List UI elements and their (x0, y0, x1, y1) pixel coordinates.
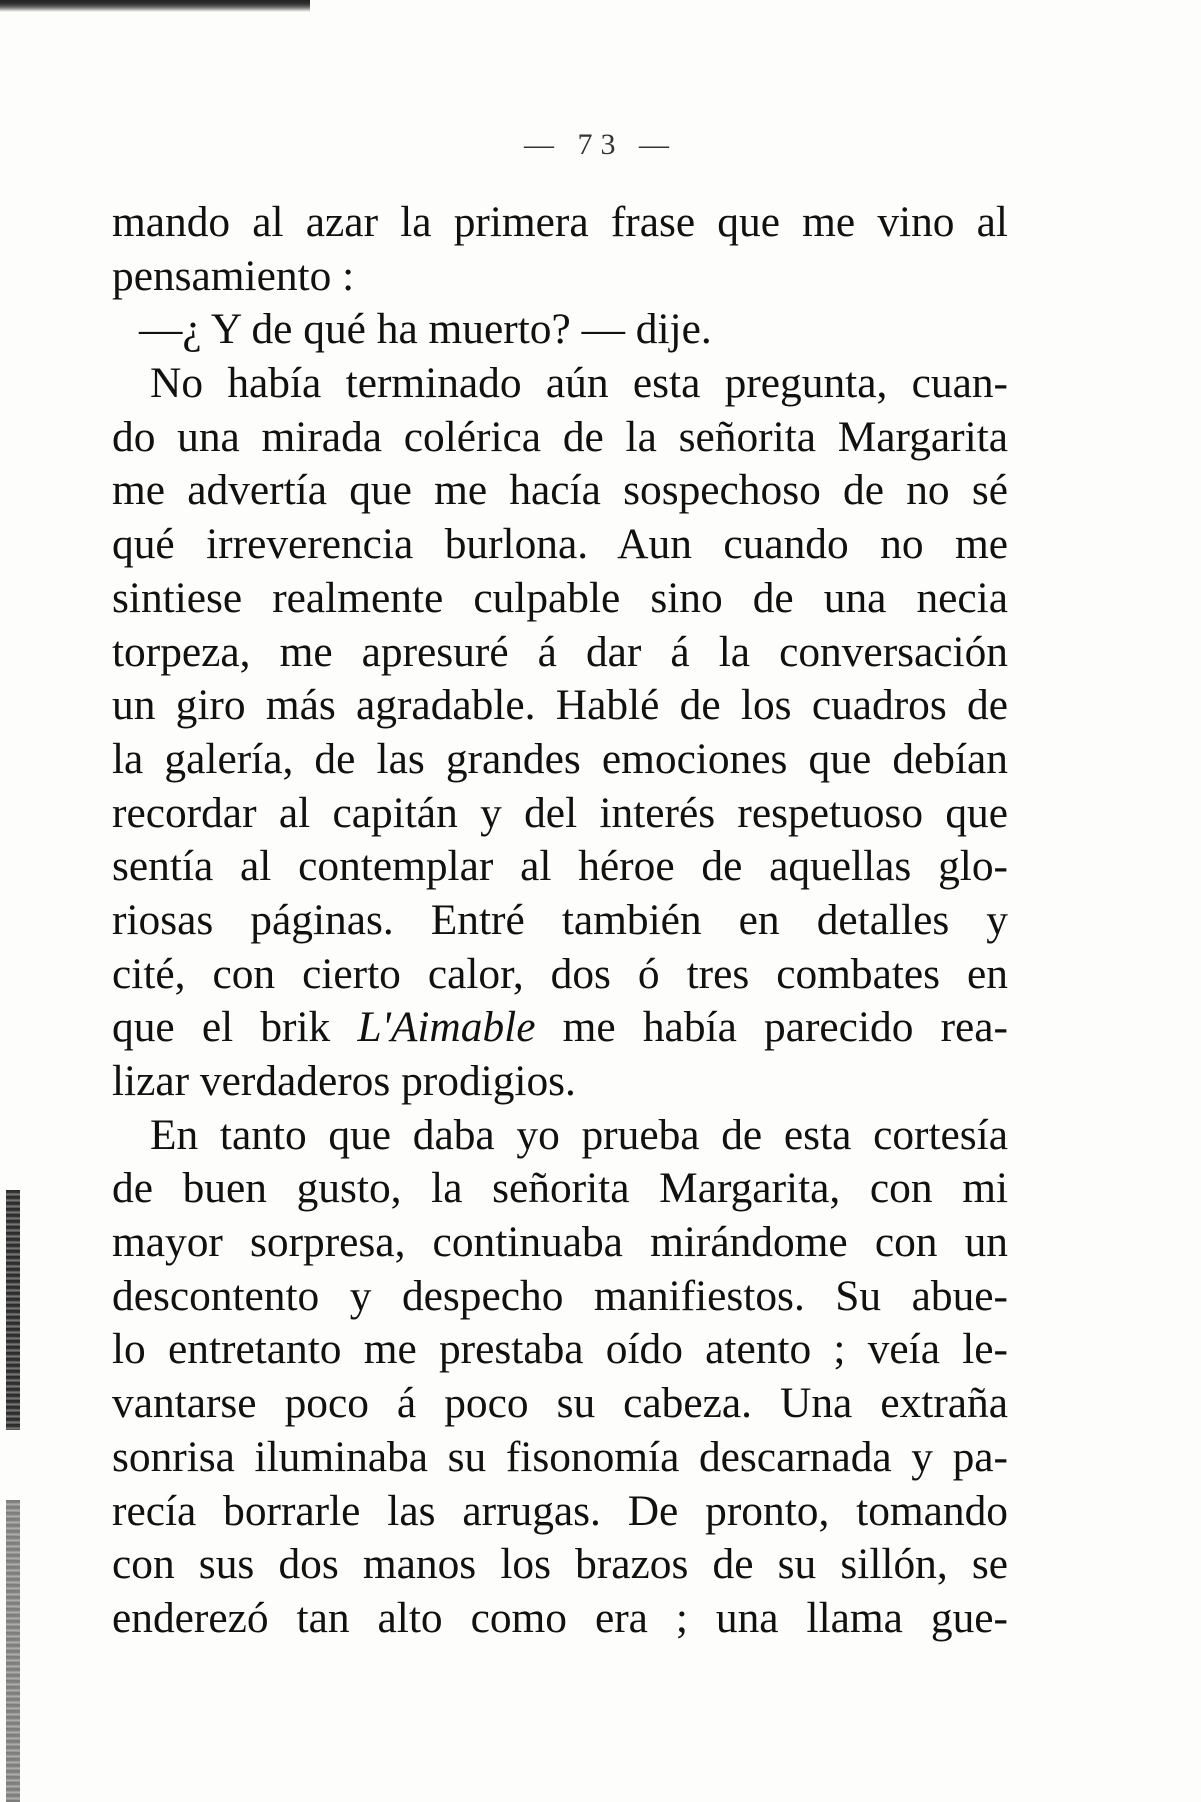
text-line: vantarse poco á poco su cabeza. Una extraña (112, 1379, 1008, 1428)
text-line: do una mirada colérica de la señorita Margarita (112, 412, 1008, 461)
ship-name: L'Aimable (357, 1003, 536, 1052)
text-line: recordar al capitán y del interés respetuoso que (112, 788, 1008, 837)
scan-left-edge-lower (6, 1500, 20, 1802)
page-number: — 73 — (524, 128, 677, 161)
text-line: enderezó tan alto como era ; una llama gue- (112, 1593, 1008, 1642)
text-line: mando al azar la primera frase que me vino al (112, 198, 1008, 246)
paragraph-start-line: No había terminado aún esta pregunta, cuan- (150, 359, 1008, 408)
text-line: un giro más agradable. Hablé de los cuadros de (112, 681, 1008, 730)
text-line: con sus dos manos los brazos de su sillón, se (112, 1540, 1008, 1589)
text-line: qué irreverencia burlona. Aun cuando no me (112, 520, 1008, 569)
paragraph-start-line: En tanto que daba yo prueba de esta cortesía (150, 1110, 1008, 1159)
text-line: sonrisa iluminaba su fisonomía descarnada y pa- (112, 1432, 1008, 1481)
text-line: torpeza, me apresuré á dar á la conversación (112, 627, 1008, 676)
text-line: me advertía que me hacía sospechoso de no sé (112, 466, 1008, 515)
scan-top-edge (0, 0, 310, 12)
text-line: descontento y despecho manifiestos. Su abue- (112, 1271, 1008, 1320)
text-fragment: me había parecido rea- (535, 1003, 1008, 1052)
dialogue-line: —¿ Y de qué ha muerto? — dije. (139, 305, 712, 354)
text-line: sintiese realmente culpable sino de una necia (112, 573, 1008, 622)
text-line-with-ship-name (112, 1001, 1008, 1055)
text-line: riosas páginas. Entré también en detalles y (112, 895, 1008, 944)
text-line: mayor sorpresa, continuaba mirándome con un (112, 1218, 1008, 1267)
text-line: lizar verdaderos prodigios. (112, 1057, 576, 1105)
text-line: de buen gusto, la señorita Margarita, con mi (112, 1164, 1008, 1213)
body-text (112, 196, 1008, 1646)
scan-left-edge-upper (6, 1190, 20, 1430)
text-line: cité, con cierto calor, dos ó tres combates en (112, 949, 1008, 998)
text-line: pensamiento : (112, 251, 355, 300)
text-line: recía borrarle las arrugas. De pronto, tomando (112, 1486, 1008, 1535)
text-fragment: que el brik (112, 1003, 358, 1052)
text-line: lo entretanto me prestaba oído atento ; veía le- (112, 1325, 1008, 1374)
text-line: sentía al contemplar al héroe de aquellas glo- (112, 842, 1008, 891)
text-line: la galería, de las grandes emociones que debían (112, 734, 1008, 783)
